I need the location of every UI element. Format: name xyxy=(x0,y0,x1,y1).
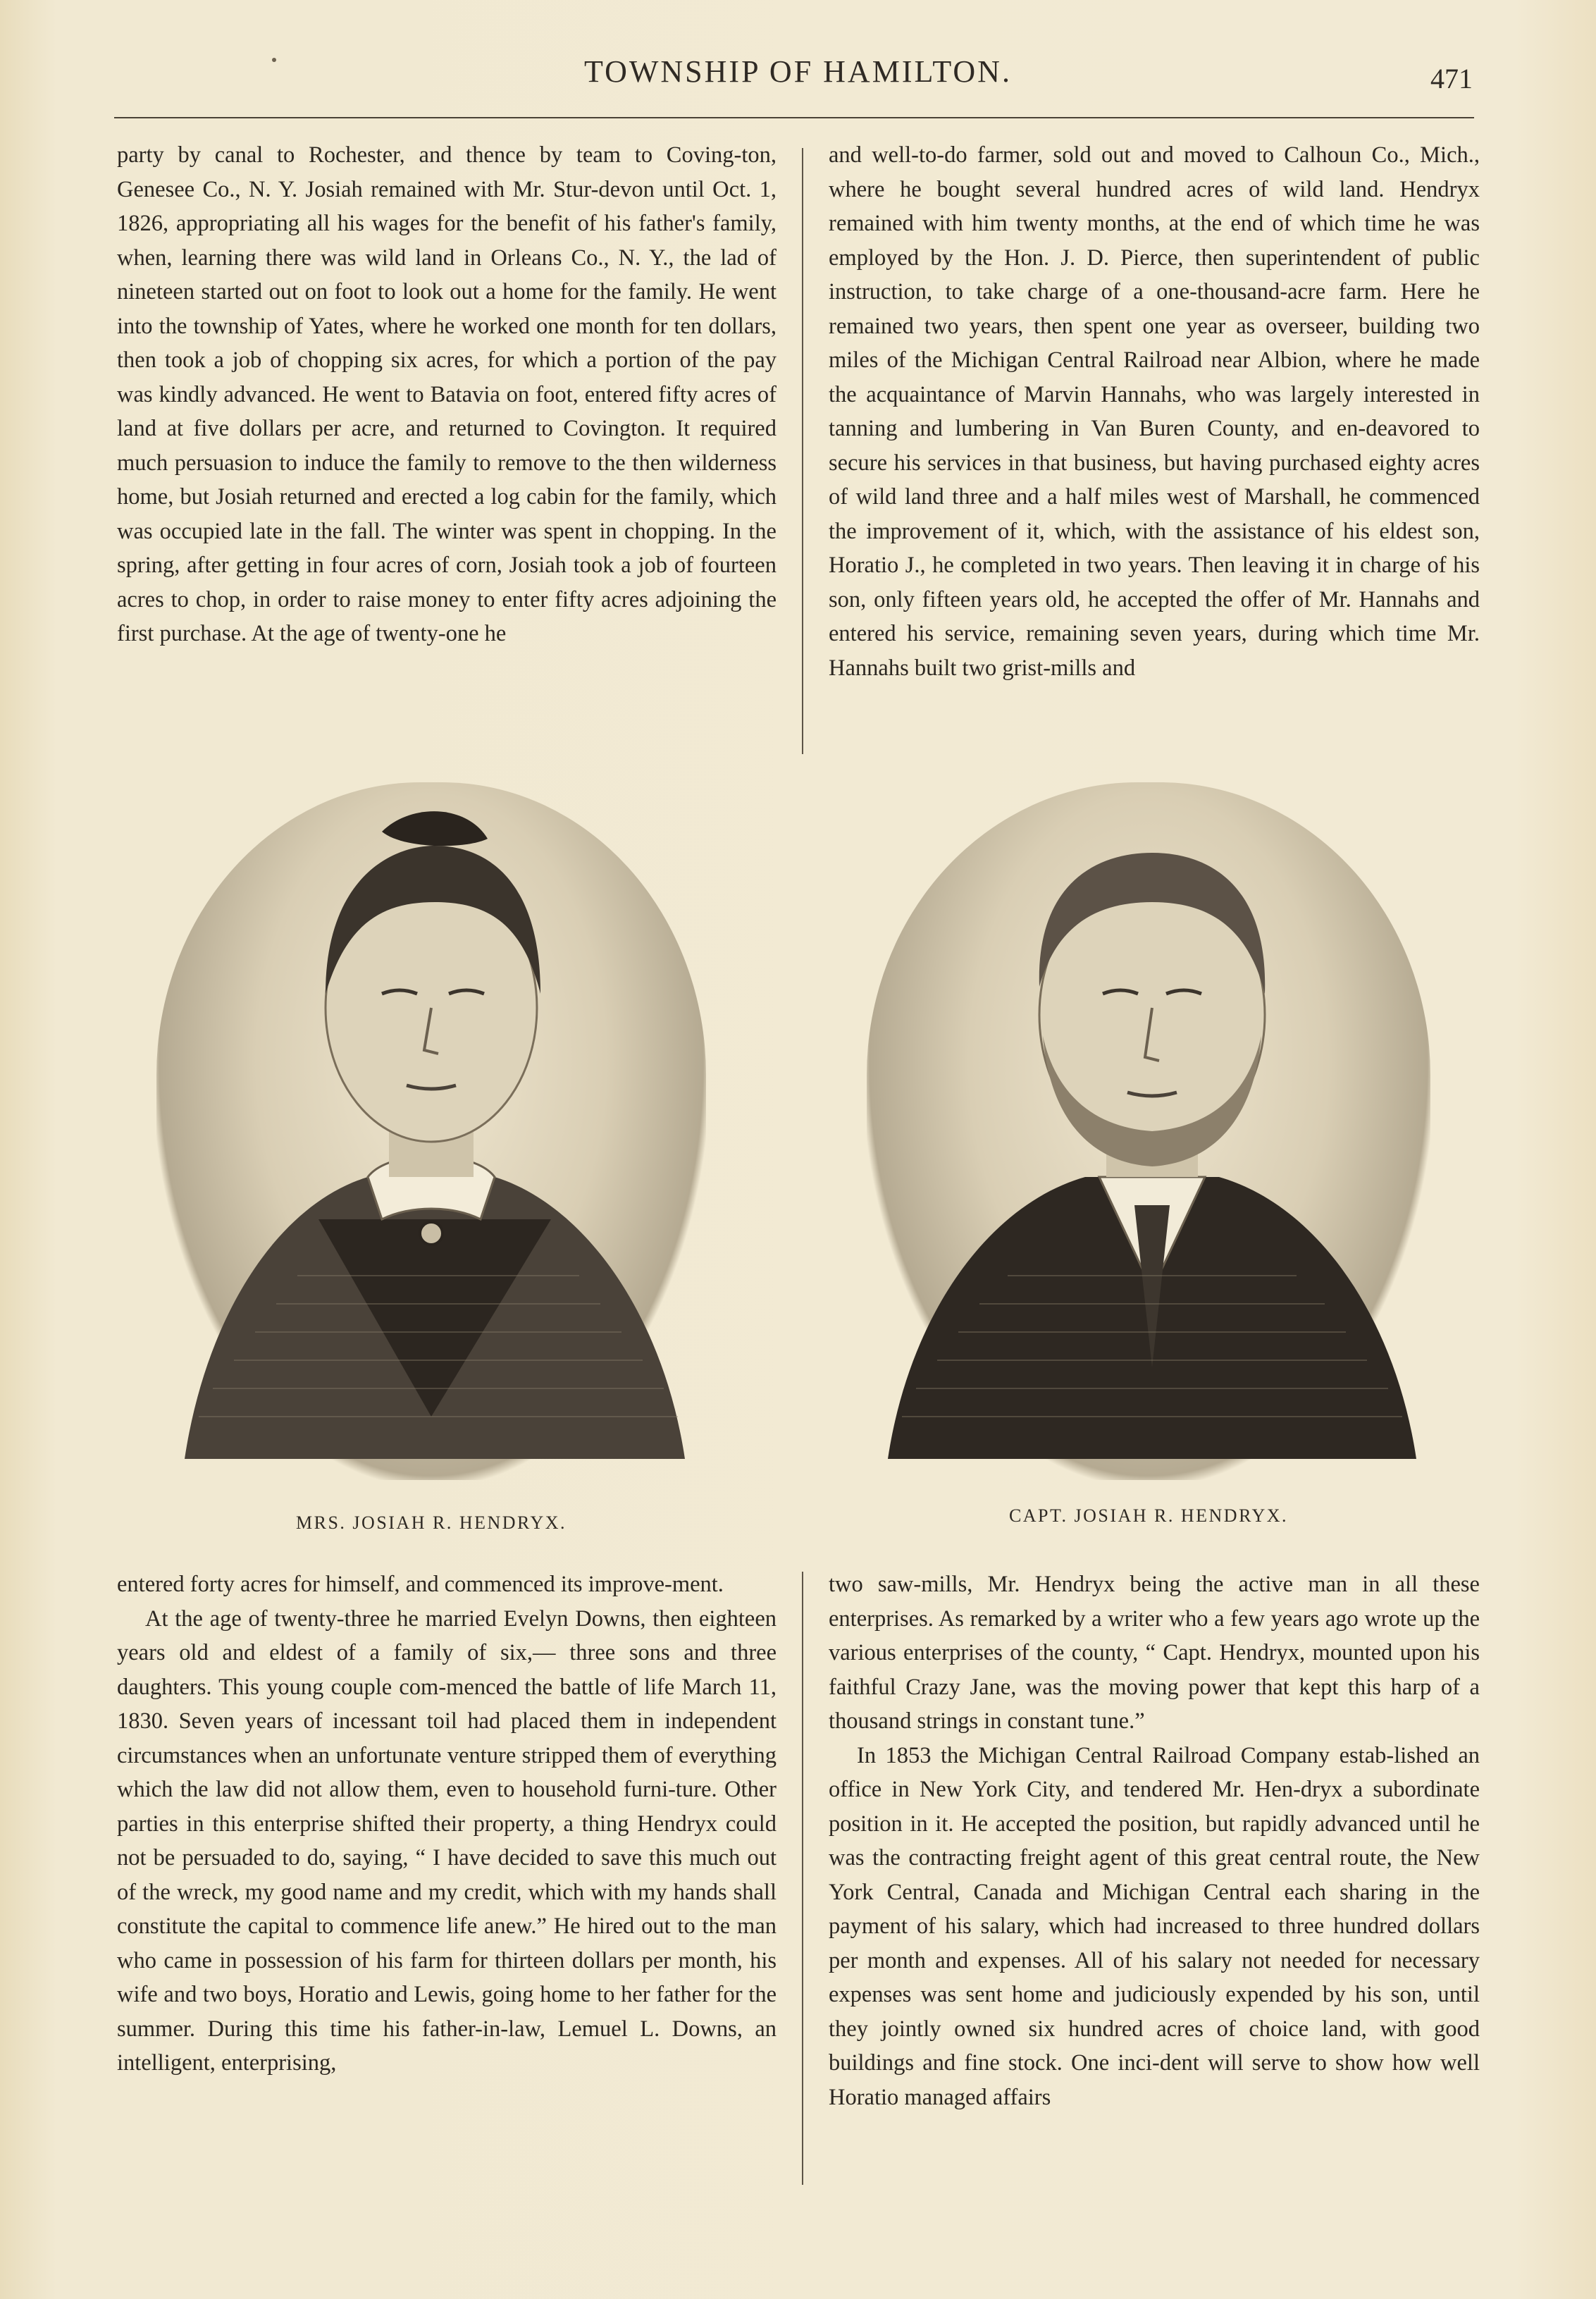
portrait-caption-right: CAPT. JOSIAH R. HENDRYX. xyxy=(1008,1505,1289,1526)
paragraph: At the age of twenty-three he married Evelyn Downs, then eighteen years old and eldest of a family of six,— three sons and three daughters. This young couple com-menced the battle of life March 11, 1830. Seven years of incessant toil had placed them in independent circumstances when an unfortunate venture stripped them of everything which the law did not allow them, even to household furni-ture. Other parties in this enterprise shifted their property, a thing Hendryx could not be persuaded to do, saying, “ I have decided to save this much out of the wreck, my good name and my credit, which with my hands shall constitute the capital to commence life anew.” He hired out to the man who came in possession of his farm for thirteen dollars per month, his wife and two boys, Horatio and Lewis, going home to her father for the summer. During this time his father-in-law, Lemuel L. Downs, an intelligent, enterprising, xyxy=(117,1605,777,2076)
column-left-top xyxy=(117,138,777,651)
column-left-bottom xyxy=(117,1567,777,2081)
paragraph: In 1853 the Michigan Central Railroad Company estab-lished an office in New York City, and tendered Mr. Hen-dryx a subordinate position in it. He accepted the position, but rapidly advanced until he was the contracting freight agent of this great central route, the New York Central, Canada and Michigan Central each sharing in the payment of his salary, which had increased to three hundred dollars per month and expenses. All of his salary not needed for necessary expenses was sent home and judiciously expended by his son, until they jointly owned six hundred acres of choice land, with good buildings and fine stock. One inci-dent will serve to show how well Horatio managed affairs xyxy=(829,1742,1480,2110)
paragraph: entered forty acres for himself, and commenced its improve-ment. xyxy=(117,1572,724,1597)
paragraph: party by canal to Rochester, and thence by team to Coving-ton, Genesee Co., N. Y. Josiah remained with Mr. Stur-devon until Oct. 1, 1826, appropriating all his wages for the benefit of his father's family, when, learning there was wild land in Orleans Co., N. Y., the lad of nineteen started out on foot to look out a home for the family. He went into the township of Yates, where he worked one month for ten dollars, then took a job of chopping six acres, for which a portion of the pay was kindly advanced. He went to Batavia on foot, entered fifty acres of land at five dollars per acre, and returned to Covington. It required much persuasion to induce the family to remove to the then wilderness home, but Josiah returned and erected a log cabin for the family, which was occupied late in the fall. The winter was spent in chopping. In the spring, after getting in four acres of corn, Josiah took a job of fourteen acres to chop, in order to raise money to enter fifty acres adjoining the first purchase. At the age of twenty-one he xyxy=(117,142,777,646)
running-head-title: TOWNSHIP OF HAMILTON. xyxy=(584,54,1012,89)
portrait-caption-left: MRS. JOSIAH R. HENDRYX. xyxy=(296,1512,567,1533)
portrait-engraving-woman xyxy=(156,782,706,1480)
portrait-capt-hendryx xyxy=(867,782,1430,1480)
paragraph: two saw-mills, Mr. Hendryx being the active man in all these enterprises. As remarked by a writer who a few years ago wrote up the various enterprises of the county, “ Capt. Hendryx, mounted upon his faithful Crazy Jane, was the moving power that kept this harp of a thousand strings in constant tune.” xyxy=(829,1572,1480,1734)
page-number: 471 xyxy=(1430,63,1473,94)
column-divider-top xyxy=(802,148,803,754)
column-right-bottom xyxy=(829,1567,1480,2114)
column-right-top xyxy=(829,138,1480,685)
portrait-engraving-man xyxy=(867,782,1430,1480)
column-divider-bottom xyxy=(802,1572,803,2185)
header-rule xyxy=(114,117,1474,118)
paragraph: and well-to-do farmer, sold out and moved to Calhoun Co., Mich., where he bought several hundred acres of wild land. Hendryx remained with him twenty months, at the end of which time he was employed by the Hon. J. D. Pierce, then superintendent of public instruction, to take charge of a one-thousand-acre farm. Here he remained two years, then spent one year as overseer, building two miles of the Michigan Central Railroad near Albion, where he made the acquaintance of Marvin Hannahs, who was largely interested in tanning and lumbering in Van Buren County, and en-deavored to secure his services in that business, but having purchased eighty acres of wild land three and a half miles west of Marshall, he commenced the improvement of it, which, with the assistance of his eldest son, Horatio J., he completed in two years. Then leaving it in charge of his son, only fifteen years old, he accepted the offer of Mr. Hannahs and entered his service, remaining seven years, during which time Mr. Hannahs built two grist-mills and xyxy=(829,142,1480,681)
portrait-mrs-hendryx xyxy=(156,782,706,1480)
